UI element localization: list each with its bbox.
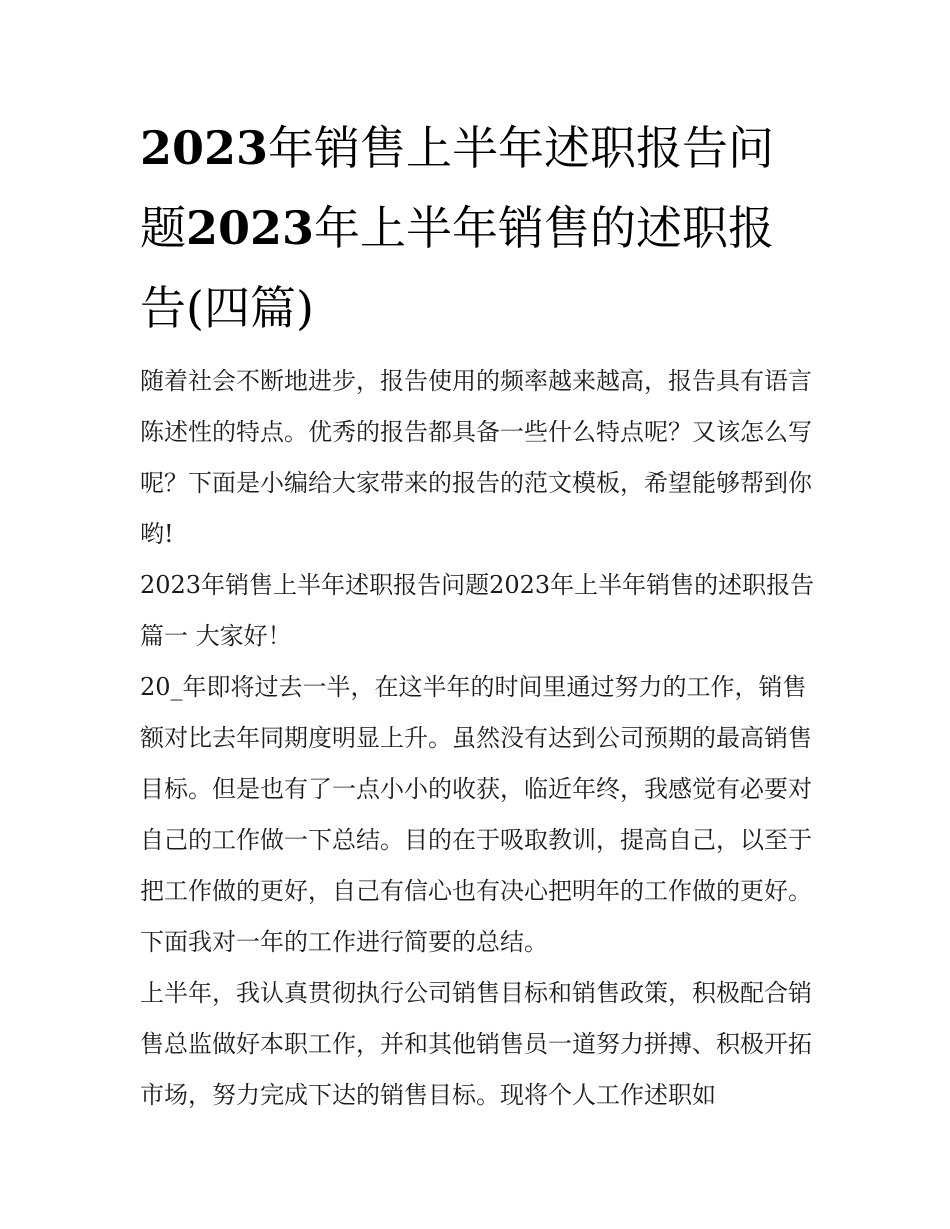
- paragraph-intro: 随着社会不断地进步，报告使用的频率越来越高，报告具有语言陈述性的特点。优秀的报告都具备一些什么特点呢？又该怎么写呢？下面是小编给大家带来的报告的范文模板，希望能够帮到你哟!: [140, 367, 812, 548]
- document-title: [140, 108, 820, 348]
- title-year-2: 2023: [186, 201, 315, 255]
- title-year-1: 2023: [140, 121, 269, 175]
- document-body: [140, 356, 820, 1121]
- title-text-2: 题: [140, 201, 186, 255]
- title-text-1: 年销售上半年述职报告问: [268, 121, 775, 175]
- paragraph-heading: 2023年销售上半年述职报告问题2023年上半年销售的述职报告篇一 大家好！: [140, 571, 815, 650]
- paragraph-summary: 20_年即将过去一半，在这半年的时间里通过努力的工作，销售额对比去年同期度明显上升。虽然没有达到公司预期的最高销售目标。但是也有了一点小小的收获，临近年终，我感觉有必要对自己的工作做一下总结。目的在于吸取教训，提高自己，以至于把工作做的更好，自己有信心也有决心把明年的工作做的更好。下面我对一年的工作进行简要的总结。: [140, 673, 812, 956]
- paragraph-first-half: 上半年，我认真贯彻执行公司销售目标和销售政策，积极配合销售总监做好本职工作，并和其他销售员一道努力拼搏、积极开拓市场，努力完成下达的销售目标。现将个人工作述职如: [140, 979, 812, 1109]
- title-text-3: 年上半年销售的述职: [314, 201, 729, 255]
- title-text-4: 报告(四篇): [140, 201, 775, 335]
